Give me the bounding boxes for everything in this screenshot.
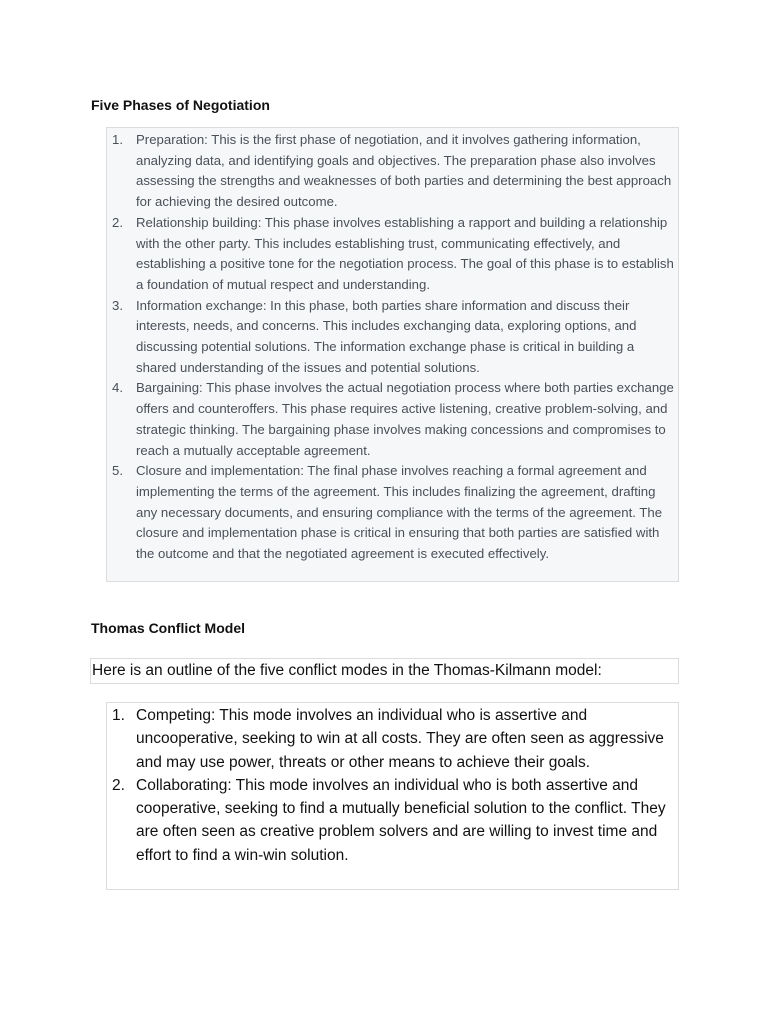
- list-item-number: 2.: [112, 214, 123, 230]
- list-item: [107, 774, 678, 867]
- list-item: [107, 213, 678, 296]
- negotiation-phases-list: [107, 128, 678, 565]
- list-item-number: 5.: [112, 463, 123, 479]
- conflict-modes-box: [106, 702, 679, 890]
- list-item: [107, 296, 678, 379]
- intro-text: Here is an outline of the five conflict modes in the Thomas-Kilmann model:: [92, 662, 602, 679]
- list-item-text: Competing: This mode involves an individual who is assertive and uncooperative, seeking to win at all costs. They are often seen as aggressive and may use power, threats or other means to achieve their goals.: [136, 707, 664, 771]
- intro-box: [90, 658, 679, 684]
- list-item-text: Bargaining: This phase involves the actual negotiation process where both parties exchange offers and counteroffers. This phase requires active listening, creative problem-solving, and strategic thinking. The bargaining phase involves making concessions and compromises to reach a mutually acceptable agreement.: [136, 380, 674, 458]
- list-item: [107, 378, 678, 461]
- negotiation-phases-box: [106, 127, 679, 582]
- list-item: [107, 704, 678, 774]
- list-item-number: 1.: [112, 132, 123, 147]
- section-title-negotiation: Five Phases of Negotiation: [91, 97, 270, 113]
- list-item-number: 2.: [112, 776, 125, 794]
- section-title-thomas-model: Thomas Conflict Model: [91, 620, 245, 636]
- list-item-text: Information exchange: In this phase, both parties share information and discuss their interests, needs, and concerns. This includes exchanging data, exploring options, and discussing potential solutions. The information exchange phase is critical in building a shared understanding of the issues and potential solutions.: [136, 297, 637, 375]
- list-item-text: Relationship building: This phase involves establishing a rapport and building a relationship with the other party. This includes establishing trust, communicating effectively, and establishing a positive tone for the negotiation process. The goal of this phase is to establish a foundation of mutual respect and understanding.: [136, 214, 674, 292]
- list-item-number: 4.: [112, 380, 123, 396]
- list-item-number: 1.: [112, 707, 125, 724]
- list-item-text: Collaborating: This mode involves an individual who is both assertive and cooperative, seeking to find a mutually beneficial solution to the conflict. They are often seen as creative problem solvers and are willing to invest time and effort to find a win-win solution.: [136, 776, 666, 864]
- list-item: [107, 461, 678, 565]
- list-item-text: Closure and implementation: The final phase involves reaching a formal agreement and implementing the terms of the agreement. This includes finalizing the agreement, drafting any necessary documents, and ensuring compliance with the terms of the agreement. The closure and implementation phase is critical in ensuring that both parties are satisfied with the outcome and that the negotiated agreement is executed effectively.: [136, 463, 663, 562]
- list-item-text: Preparation: This is the first phase of negotiation, and it involves gathering information, analyzing data, and identifying goals and objectives. The preparation phase also involves assessing the strengths and weaknesses of both parties and determining the best approach for achieving the desired outcome.: [136, 132, 672, 210]
- list-item-number: 3.: [112, 297, 123, 313]
- list-item: [107, 130, 678, 213]
- conflict-modes-list: [107, 703, 678, 867]
